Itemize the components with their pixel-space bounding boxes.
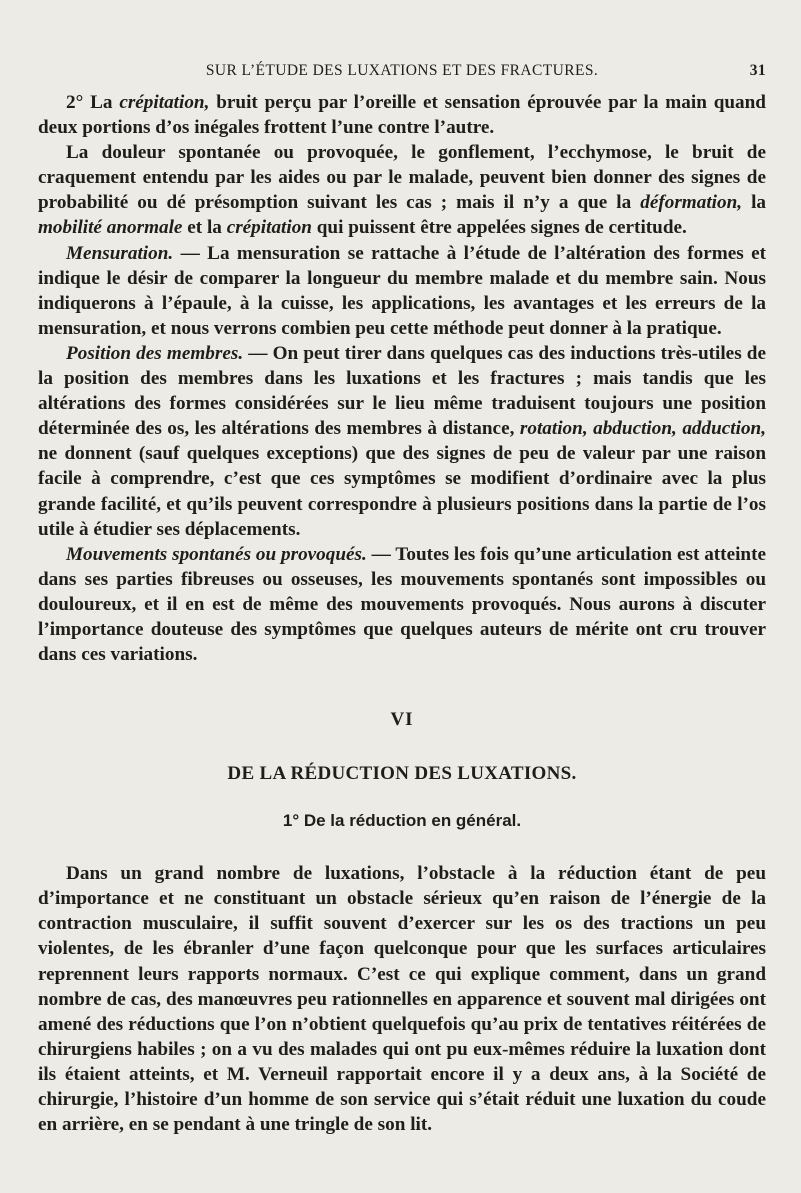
paragraph [38,140,766,240]
paragraph [38,341,766,542]
text-block-before [38,90,766,667]
page-number: 31 [749,62,766,79]
italic-text: Position des membres. [66,342,244,364]
italic-text: Mensuration. [66,242,174,264]
text-run: — On peut tirer dans quelques cas des inductions très-utiles de la position des membres dans les luxations et les fractures ; mais tandis que les altérations des formes considérées sur le lieu même traduisent toujours une position déterminée des os, les altérations des membres à distance, [38,342,766,440]
italic-text: crépitation [226,217,312,239]
text-run: La douleur spontanée ou provoquée, le gonflement, l’ecchymose, le bruit de craquement entendu par les aides ou par le malade, peuvent bien donner des signes de probabilité ou dé présomption suivant les cas ; mais il n’y a que la [38,142,766,214]
section-number: VI [390,709,414,731]
text-block-after [38,861,766,1137]
text-run: qui puissent être appelées signes de certitude. [311,217,687,239]
section-title: DE LA RÉDUCTION DES LUXATIONS. [227,763,577,785]
text-run: ne donnent (sauf quelques exceptions) que des signes de peu de valeur par une raison facile à comprendre, c’est que ces symptômes se modifient d’ordinaire avec la plus grande facilité, et qu’ils peuvent correspondre à plusieurs positions dans la partie de l’os utile à étudier ses déplacements. [38,443,766,540]
text-run: Dans un grand nombre de luxations, l’obstacle à la réduction étant de peu d’importance et ne constituant un obstacle sérieux qu’en raison de l’énergie de la contraction musculaire, il suffit souvent d’exercer sur les os des tractions un peu violentes, de les ébranler d’une façon quelconque pour que les surfaces articulaires reprennent leurs rapports normaux. C’est ce qui explique comment, dans un grand nombre de cas, des manœuvres peu rationnelles en apparence et souvent mal dirigées ont amené des réductions que l’on n’obtient quelquefois qu’au prix de tentatives réitérées de chirurgiens habiles ; on a vu des malades qui ont pu eux-mêmes réduire la luxation dont ils étaient atteints, et M. Verneuil rapportait encore il y a deux ans, à la Société de chirurgie, l’histoire d’un homme de son service qui s’était réduit une luxation du coude en arrière, en se pendant à une tringle de son lit. [38,863,766,1136]
text-run: 2° La [66,92,120,113]
text-run: — Toutes les fois qu’une articulation est atteinte dans ses parties fibreuses ou osseuses, les mouvements spontanés sont impossibles ou douloureux, et il en est de même des mouvements provoqués. Nous aurons à discuter l’importance douteuse des symptômes que quelques auteurs de mérite ont cru trouver dans ces variations. [38,543,766,666]
paragraph [38,90,766,140]
page [38,62,766,1137]
italic-text: crépitation, [119,92,210,113]
text-run: et la [182,217,227,239]
running-title: SUR L’ÉTUDE DES LUXATIONS ET DES FRACTURES. [205,62,599,79]
paragraph [38,861,766,1137]
italic-text: déformation, [640,192,743,214]
italic-text: rotation, abduction, adduction, [519,418,767,440]
italic-text: mobilité anormale [38,217,183,239]
paragraph [38,542,766,667]
text-run: bruit perçu par l’oreille et sensation éprouvée par la main quand deux portions d’os inégales frottent l’une contre l’autre. [38,92,766,139]
subsection-title: 1° De la réduction en général. [282,811,522,831]
paragraph [38,241,766,341]
text-run: la [742,192,766,214]
running-header [38,62,766,90]
text-run: — La mensuration se rattache à l’étude de l’altération des formes et indique le désir de comparer la longueur du membre malade et du membre sain. Nous indiquerons à l’épaule, à la cuisse, les applications, les avantages et les erreurs de la mensuration, et nous verrons combien peu cette méthode peut donner à la pratique. [38,242,766,339]
italic-text: Mouvements spontanés ou provoqués. [66,543,367,565]
